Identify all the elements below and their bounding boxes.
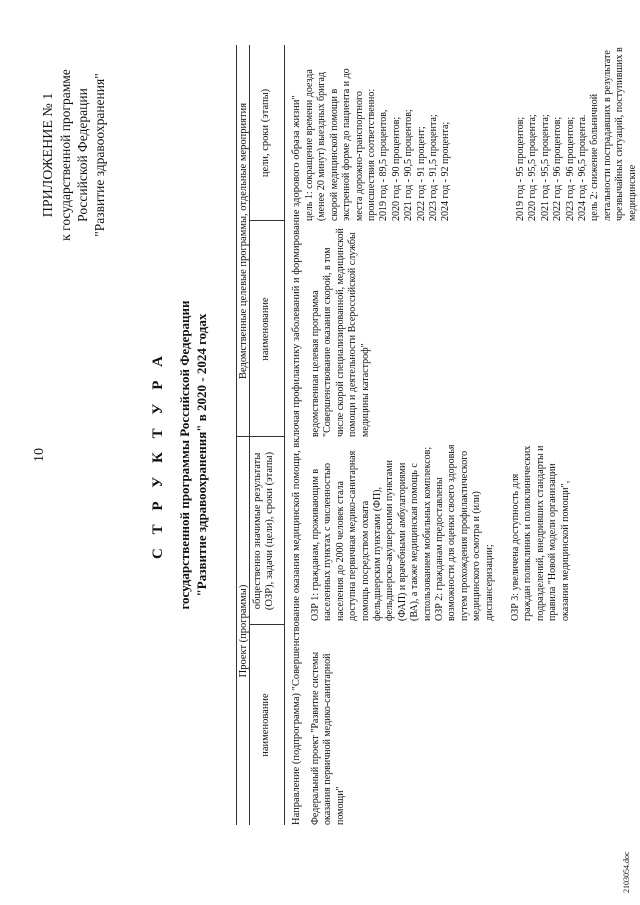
- goal-1-year: 2022 год - 91 процент;: [415, 126, 427, 221]
- goal-1-year: 2023 год - 91,5 процента;: [428, 114, 440, 221]
- goal-1-year: 2021 год - 95,5 процента;: [539, 114, 551, 221]
- project-name: Федеральный проект "Развитие системы оказания первичной медико-санитарной помощи": [310, 651, 346, 825]
- ozr-item: ОЗР 3: увеличена доступность для граждан поликлиник и поликлинических подразделений, внедривших стандарты и правила "Новой модели организации оказания медицинской помощи",: [510, 445, 571, 621]
- goal-1-year: 2019 год - 95 процентов;: [514, 116, 526, 221]
- goal-1-text: цель 1: сокращение времени доезда (менее 20 минут) выездных бригад скорой медицинской помощи в экстренной форме до пациента и до места дорожно-транспортного происшествия соответственно:: [304, 68, 378, 221]
- header-col-results: общественно значимые результаты (ОЗР), задачи (цели), сроки (этапы): [252, 451, 275, 611]
- departmental-program: ведомственная целевая программа "Совершенствование оказания скорой, в том числе скорой специализированной, медицинской помощи и деятельности Всероссийской службы медицины катастроф": [310, 228, 371, 437]
- document-subtitle: [176, 245, 210, 665]
- page-number: 10: [32, 448, 47, 462]
- goal-2-text: цель 2: снижение больничной летальности пострадавших в результате чрезвычайных ситуаций, поступивших в медицинские: [589, 47, 638, 221]
- goal-1-year: 2020 год - 90 процентов;: [390, 116, 402, 221]
- goal-1-year: 2021 год - 90,5 процентов;: [403, 109, 415, 221]
- appendix-block: [40, 25, 108, 285]
- goals-cell: [304, 45, 639, 221]
- appendix-line: "Развитие здравоохранения": [92, 73, 107, 237]
- goal-1-year: 2019 год - 89,5 процентов,: [378, 109, 390, 221]
- direction-row: Направление (подпрограмма) "Совершенствование оказания медицинской помощи, включая профилактику заболеваний и формирование здорового образа жизни": [291, 95, 302, 825]
- goal-1-year: 2020 год - 95,5 процента;: [527, 114, 539, 221]
- ozr-item: ОЗР 2: гражданам предоставлены возможности для оценки своего здоровья путем прохождения профилактического медицинского осмотра и (или) диспансеризации;: [434, 444, 495, 621]
- header-col-goals: цели, сроки (этапы): [260, 88, 271, 178]
- goal-1-year: 2024 год - 92 процента;: [440, 121, 452, 221]
- header-col-name: наименование: [260, 693, 271, 757]
- ozr-item: ОЗР 1: гражданам, проживающим в населенных пунктах с численностью населения до 2000 человек стала доступна первичная медико-санитарная помощь посредством охвата фельдшерским пунктами (ФП), фельдшерско-акушерскими пунктами (ФАП) и врачебными амбулаториями (ВА), а также медицинская помощь с использованием мобильных комплексов;: [310, 446, 433, 621]
- subtitle-line: государственной программы Российской Федерации: [177, 300, 192, 610]
- document-title: С Т Р У К Т У Р А: [150, 351, 166, 559]
- goal-1-year: 2022 год - 96 процентов;: [552, 116, 564, 221]
- appendix-line: Российской Федерации: [75, 88, 90, 222]
- header-project-group: Проект (программы): [238, 584, 249, 678]
- file-code: 2103054.doc: [622, 851, 631, 893]
- table-top-border: [236, 45, 237, 825]
- header-col-dep-name: наименование: [260, 297, 271, 361]
- table-header-bottom: [284, 45, 285, 825]
- subtitle-line: "Развитие здравоохранения" в 2020 - 2024 годах: [194, 313, 209, 597]
- appendix-line: к государственной программе: [58, 69, 73, 241]
- appendix-title: ПРИЛОЖЕНИЕ № 1: [41, 92, 56, 218]
- goal-1-year: 2023 год - 96 процентов;: [564, 116, 576, 221]
- header-departmental-group: Ведомственные целевые программы, отдельные мероприятия: [238, 102, 249, 380]
- goal-1-year: 2024 год - 96,5 процента.: [576, 114, 588, 221]
